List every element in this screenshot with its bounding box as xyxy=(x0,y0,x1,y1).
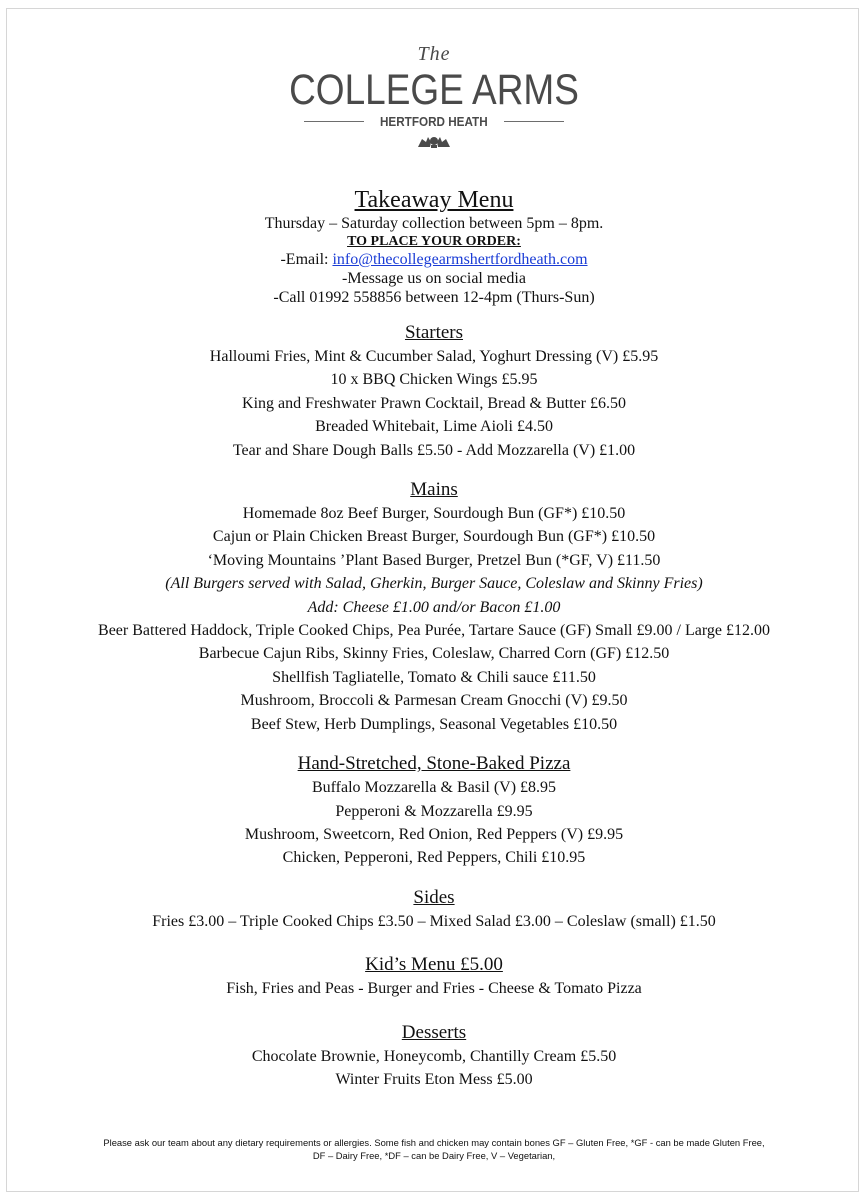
burger-note: (All Burgers served with Salad, Gherkin, Burger Sauce, Coleslaw and Skinny Fries) xyxy=(165,575,703,593)
logo-rule-right xyxy=(504,121,564,122)
logo-location: HERTFORD HEATH xyxy=(380,114,488,129)
section-title-mains: Mains xyxy=(410,479,458,501)
menu-item: Beef Stew, Herb Dumplings, Seasonal Vegetables £10.50 xyxy=(250,715,618,733)
social-line: -Message us on social media xyxy=(342,270,526,287)
menu-item: Mushroom, Broccoli & Parmesan Cream Gnocchi (V) £9.50 xyxy=(240,692,628,710)
menu-content xyxy=(0,186,868,1091)
footer-line-1: Please ask our team about any dietary requirements or allergies. Some fish and chicken may contain bones GF – Gluten Free, *GF - can be made Gluten Free, xyxy=(103,1137,765,1148)
section-title-pizza: Hand-Stretched, Stone-Baked Pizza xyxy=(297,753,571,775)
email-link[interactable]: info@thecollegearmshertfordheath.com xyxy=(332,251,588,268)
menu-item: King and Freshwater Prawn Cocktail, Bread & Butter £6.50 xyxy=(242,394,626,412)
footer-line-2: DF – Dairy Free, *DF – can be Dairy Free, V – Vegetarian, xyxy=(312,1150,556,1161)
section-title-sides: Sides xyxy=(413,886,455,908)
menu-item: Homemade 8oz Beef Burger, Sourdough Bun (GF*) £10.50 xyxy=(242,505,626,523)
menu-item: Tear and Share Dough Balls £5.50 - Add Mozzarella (V) £1.00 xyxy=(232,441,636,459)
email-prefix: -Email: xyxy=(280,251,333,268)
menu-item: Buffalo Mozzarella & Basil (V) £8.95 xyxy=(311,779,557,797)
desserts-list xyxy=(0,1045,868,1092)
logo-the: The xyxy=(417,43,451,65)
section-title-kids: Kid’s Menu £5.00 xyxy=(365,954,503,976)
sides-list xyxy=(0,910,868,933)
menu-item: Fries £3.00 – Triple Cooked Chips £3.50 – Mixed Salad £3.00 – Coleslaw (small) £1.50 xyxy=(152,912,716,930)
menu-item: Beer Battered Haddock, Triple Cooked Chips, Pea Purée, Tartare Sauce (GF) Small £9.00 / Large £12.00 xyxy=(98,622,770,640)
menu-item: Shellfish Tagliatelle, Tomato & Chili sauce £11.50 xyxy=(272,668,596,686)
logo-name: COLLEGE ARMS xyxy=(289,66,579,114)
menu-item: Chocolate Brownie, Honeycomb, Chantilly Cream £5.50 xyxy=(251,1047,617,1065)
menu-item: Fish, Fries and Peas - Burger and Fries - Cheese & Tomato Pizza xyxy=(226,980,642,998)
logo-rule-left xyxy=(304,121,364,122)
menu-item: Halloumi Fries, Mint & Cucumber Salad, Yoghurt Dressing (V) £5.95 xyxy=(209,348,659,365)
menu-item: Winter Fruits Eton Mess £5.00 xyxy=(335,1070,533,1088)
email-line xyxy=(0,250,868,269)
logo xyxy=(0,44,868,153)
section-title-desserts: Desserts xyxy=(401,1021,467,1043)
menu-item: Cajun or Plain Chicken Breast Burger, Sourdough Bun (GF*) £10.50 xyxy=(212,528,656,546)
menu-item: Barbecue Cajun Ribs, Skinny Fries, Coleslaw, Charred Corn (GF) £12.50 xyxy=(198,645,670,663)
order-heading: TO PLACE YOUR ORDER: xyxy=(347,234,521,249)
menu-item: 10 x BBQ Chicken Wings £5.95 xyxy=(330,371,538,389)
kids-list xyxy=(0,977,868,1000)
menu-item: Pepperoni & Mozzarella £9.95 xyxy=(335,802,533,820)
section-title-starters: Starters xyxy=(404,322,464,343)
mains-list xyxy=(0,502,868,736)
call-line: -Call 01992 558856 between 12-4pm (Thurs-Sun) xyxy=(273,289,595,306)
menu-item: Breaded Whitebait, Lime Aioli £4.50 xyxy=(315,418,553,436)
menu-item: Mushroom, Sweetcorn, Red Onion, Red Peppers (V) £9.95 xyxy=(244,825,624,843)
page-title: Takeaway Menu xyxy=(354,187,514,213)
menu-item: ‘Moving Mountains ’Plant Based Burger, Pretzel Bun (*GF, V) £11.50 xyxy=(207,551,661,569)
menu-item: Chicken, Pepperoni, Red Peppers, Chili £10.95 xyxy=(282,849,586,867)
starters-list xyxy=(0,345,868,462)
pizza-list xyxy=(0,776,868,870)
addon-note: Add: Cheese £1.00 and/or Bacon £1.00 xyxy=(307,598,561,616)
logo-subline xyxy=(0,114,868,129)
allergy-footer xyxy=(40,1136,828,1162)
collection-info: Thursday – Saturday collection between 5pm – 8pm. xyxy=(264,215,604,232)
crest-icon xyxy=(0,133,868,153)
